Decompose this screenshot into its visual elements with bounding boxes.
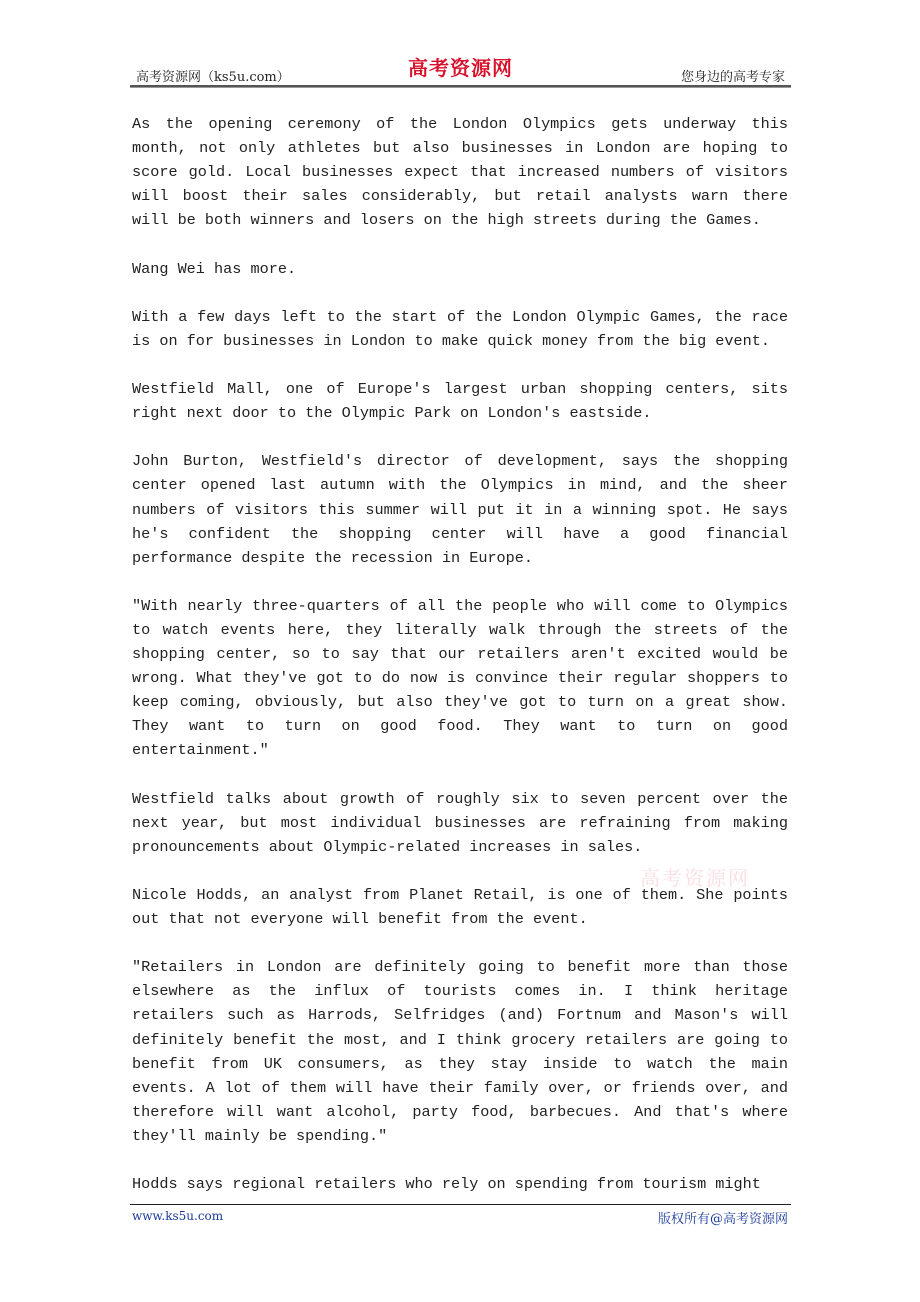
header-divider [130, 85, 791, 88]
footer-copyright: 版权所有@高考资源网 [657, 1212, 788, 1227]
footer-divider [130, 1204, 791, 1205]
paragraph: Westfield talks about growth of roughly six to seven percent over the next year, but most individual businesses are refraining from making pronouncements about Olympic-related increases in sales. [132, 789, 788, 856]
paragraph: "Retailers in London are definitely going to benefit more than those elsewhere as the influx of tourists comes in. I think heritage retailers such as Harrods, Selfridges (and) Fortnum and Mason's will definitely benefit the most, and I think grocery retailers are going to benefit from UK consumers, as they stay inside to watch the main events. A lot of them will have their family over, or friends over, and therefore will want alcohol, party food, barbecues. And that's where they'll mainly be spending." [132, 958, 788, 1145]
paragraph: John Burton, Westfield's director of development, says the shopping center opened last autumn with the Olympics in mind, and the sheer numbers of visitors this summer will put it in a winning spot. He says he's confident the shopping center will have a good financial performance despite the recession in Europe. [132, 452, 788, 567]
paragraph: "With nearly three-quarters of all the people who will come to Olympics to watch events here, they literally walk through the streets of the shopping center, so to say that our retailers aren't excited would be wrong. What they've got to do now is convince their regular shoppers to keep coming, obviously, but also they've got to turn on a great show. They want to turn on good food. They want to turn on good entertainment." [132, 596, 788, 760]
header-slogan: 您身边的高考专家 [680, 70, 785, 85]
watermark: 高考资源网 [640, 866, 750, 890]
header-site-name: 高考资源网（ks5u.com） [136, 70, 290, 85]
paragraph: Hodds says regional retailers who rely on spending from tourism might [132, 1175, 761, 1194]
paragraph: With a few days left to the start of the London Olympic Games, the race is on for businesses in London to make quick money from the big event. [132, 307, 788, 350]
paragraph: Nicole Hodds, an analyst from Planet Retail, is one of them. She points out that not everyone will benefit from the event. [132, 886, 788, 929]
header-logo: 高考资源网 [408, 56, 513, 80]
paragraph: As the opening ceremony of the London Olympics gets underway this month, not only athletes but also businesses in London are hoping to score gold. Local businesses expect that increased numbers of visitors will boost their sales considerably, but retail analysts warn there will be both winners and losers on the high streets during the Games. [132, 115, 788, 230]
paragraph: Westfield Mall, one of Europe's largest urban shopping centers, sits right next door to the Olympic Park on London's eastside. [132, 380, 788, 423]
page-header [130, 50, 791, 86]
paragraph: Wang Wei has more. [132, 259, 297, 278]
footer-link[interactable]: www.ks5u.com [132, 1209, 224, 1223]
article-body [132, 112, 788, 1220]
